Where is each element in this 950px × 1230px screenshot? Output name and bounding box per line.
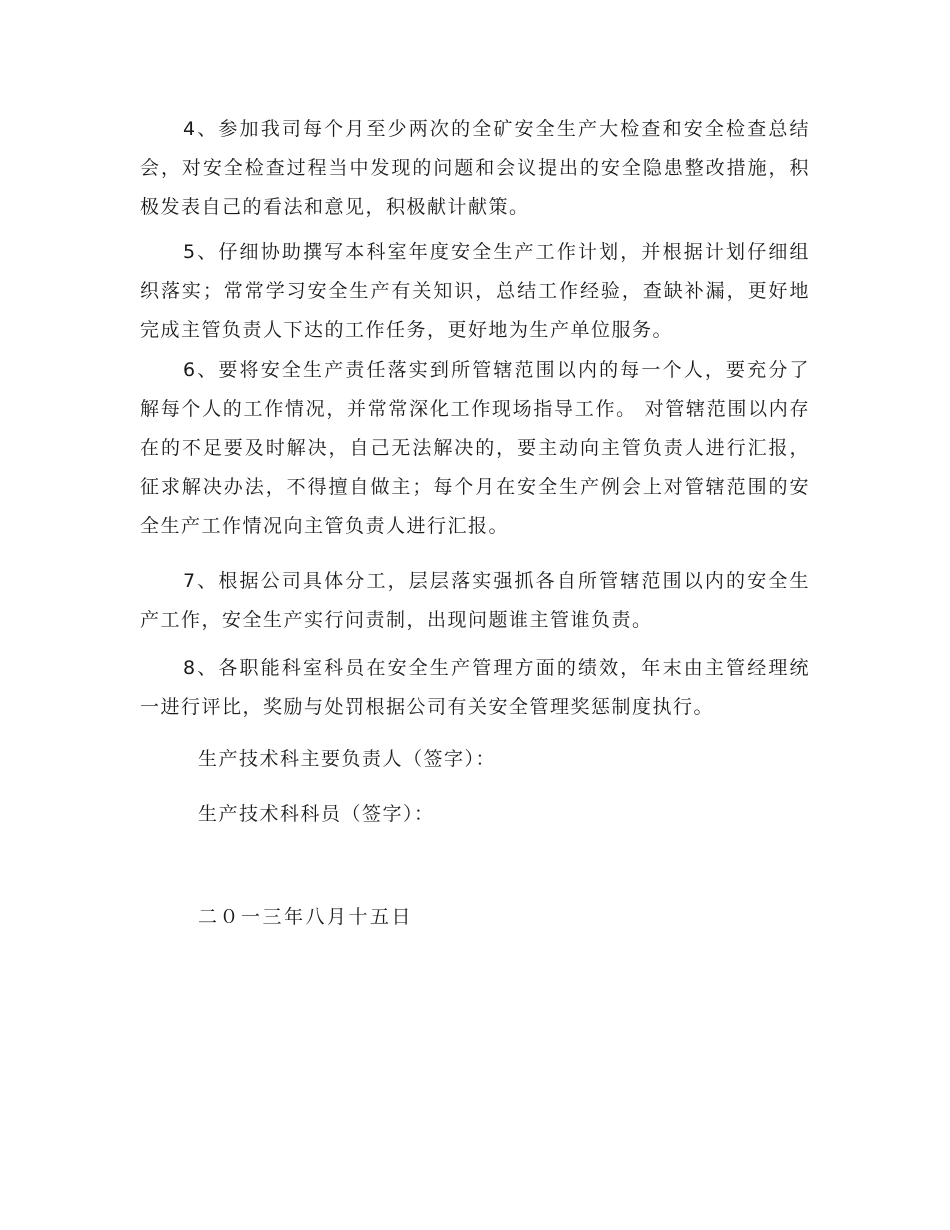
paragraph-item-7: 7、根据公司具体分工，层层落实强抓各自所管辖范围以内的安全生产工作，安全生产实行问责制，出现问题谁主管谁负责。	[140, 570, 810, 631]
paragraph-item-5: 5、仔细协助撰写本科室年度安全生产工作计划，并根据计划仔细组织落实；常常学习安全生产有关知识，总结工作经验，查缺补漏，更好地完成主管负责人下达的工作任务，更好地为生产单位服务。	[140, 241, 810, 341]
paragraph-item-4: 4、参加我司每个月至少两次的全矿安全生产大检查和安全检查总结会，对安全检查过程当中发现的问题和会议提出的安全隐患整改措施，积极发表自己的看法和意见，积极献计献策。	[140, 118, 810, 218]
paragraph-item-8: 8、各职能科室科员在安全生产管理方面的绩效，年末由主管经理统一进行评比，奖励与处罚根据公司有关安全管理奖惩制度执行。	[140, 657, 810, 718]
paragraph-item-6: 6、要将安全生产责任落实到所管辖范围以内的每一个人，要充分了解每个人的工作情况，并常常深化工作现场指导工作。 对管辖范围以内存在的不足要及时解决，自己无法解决的，要主动向主管负责人进行汇报，征求解决办法，不得擅自做主；每个月在安全生产例会上对管辖范围的安全生产工作情况向主管负责人进行汇报。	[140, 359, 810, 537]
document-date: 二０一三年八月十五日	[198, 906, 414, 928]
head-signature-label: 生产技术科主要负责人（签字）：	[198, 748, 497, 770]
staff-signature-label: 生产技术科科员（签字）：	[198, 803, 435, 825]
